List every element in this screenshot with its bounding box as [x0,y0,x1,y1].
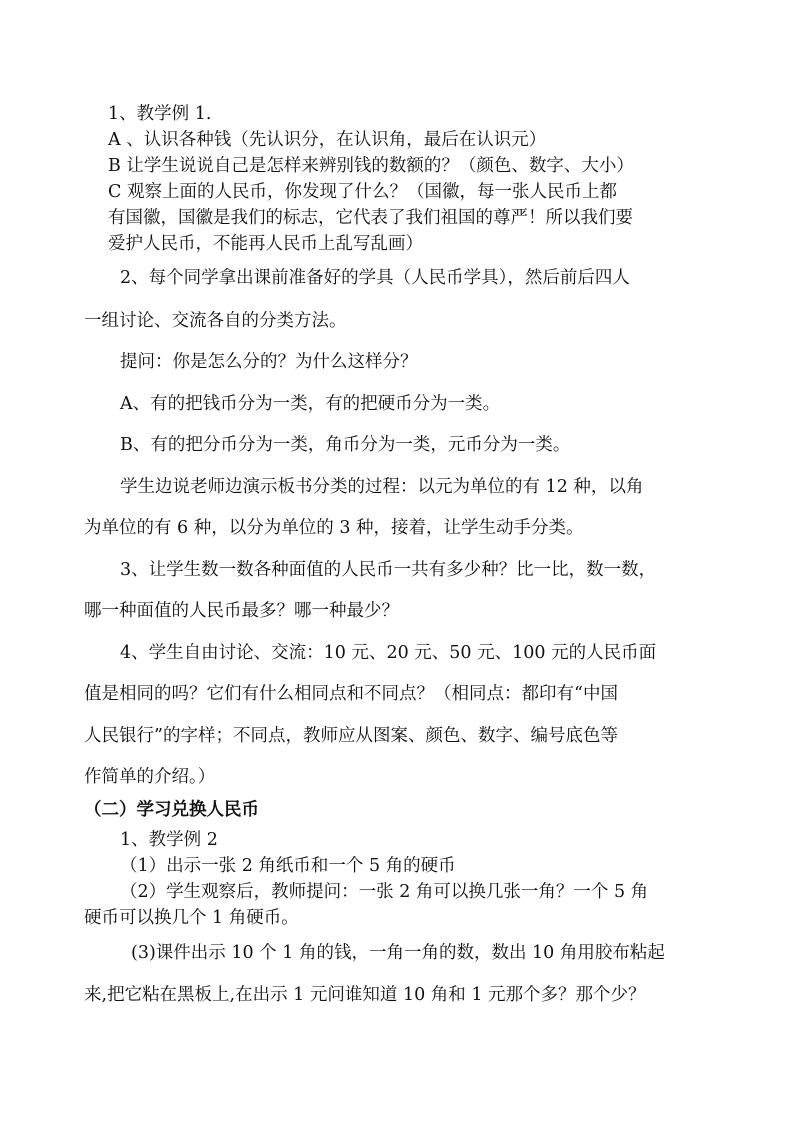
paragraph-4-line-3: 人民银行”的字样；不同点，教师应从图案、颜色、数字、编号底色等 [84,726,618,746]
item-c-line-1: C 观察上面的人民币，你发现了什么？（国徽，每一张人民币上都 [108,182,617,202]
example-1-heading: 1、教学例 1. [108,104,212,124]
example-2-step-1: （1）出示一张 2 角纸币和一个 5 角的硬币 [120,856,456,876]
summary-line-2: 为单位的有 6 种，以分为单位的 3 种，接着，让学生动手分类。 [84,518,584,538]
item-b: B 让学生说说自己是怎样来辨别钱的数额的？（颜色、数字、大小） [108,156,634,176]
item-c-line-3: 爱护人民币，不能再人民币上乱写乱画） [108,234,423,254]
example-2-step-2-line-2: 硬币可以换几个 1 角硬币。 [84,908,299,928]
example-2-heading: 1、教学例 2 [120,830,218,850]
paragraph-2-line-2: 一组讨论、交流各自的分类方法。 [84,311,347,331]
paragraph-3-line-2: 哪一种面值的人民币最多？哪一种最少？ [84,601,399,621]
summary-line-1: 学生边说老师边演示板书分类的过程：以元为单位的有 12 种，以角 [120,477,644,497]
answer-a: A、有的把钱币分为一类，有的把硬币分为一类。 [120,394,501,414]
section-heading: （二）学习兑换人民币 [84,800,259,820]
answer-b: B、有的把分币分为一类，角币分为一类，元币分为一类。 [120,435,571,455]
example-2-step-2-line-1: （2）学生观察后，教师提问：一张 2 角可以换几张一角？一个 5 角 [120,882,649,902]
paragraph-2-line-1: 2、每个同学拿出课前准备好的学具（人民币学具），然后前后四人 [120,268,630,288]
item-c-line-2: 有国徽，国徽是我们的标志，它代表了我们祖国的尊严！所以我们要 [108,208,633,228]
example-2-step-3-line-2: 来,把它粘在黑板上,在出示 1 元问谁知道 10 角和 1 元那个多？那个少？ [84,985,646,1005]
item-a: A 、认识各种钱（先认识分，在认识角，最后在认识元） [108,130,547,150]
paragraph-3-line-1: 3、让学生数一数各种面值的人民币一共有多少种？比一比，数一数， [120,560,657,580]
question: 提问：你是怎么分的？为什么这样分？ [120,352,418,372]
paragraph-4-line-4: 作简单的介绍。） [84,767,216,787]
paragraph-4-line-1: 4、学生自由讨论、交流：10 元、20 元、50 元、100 元的人民币面 [120,643,657,663]
example-2-step-3-line-1: (3)课件出示 10 个 1 角的钱，一角一角的数，数出 10 角用胶布粘起 [131,943,665,963]
paragraph-4-line-2: 值是相同的吗？它们有什么相同点和不同点？（相同点：都印有“中国 [84,684,618,704]
